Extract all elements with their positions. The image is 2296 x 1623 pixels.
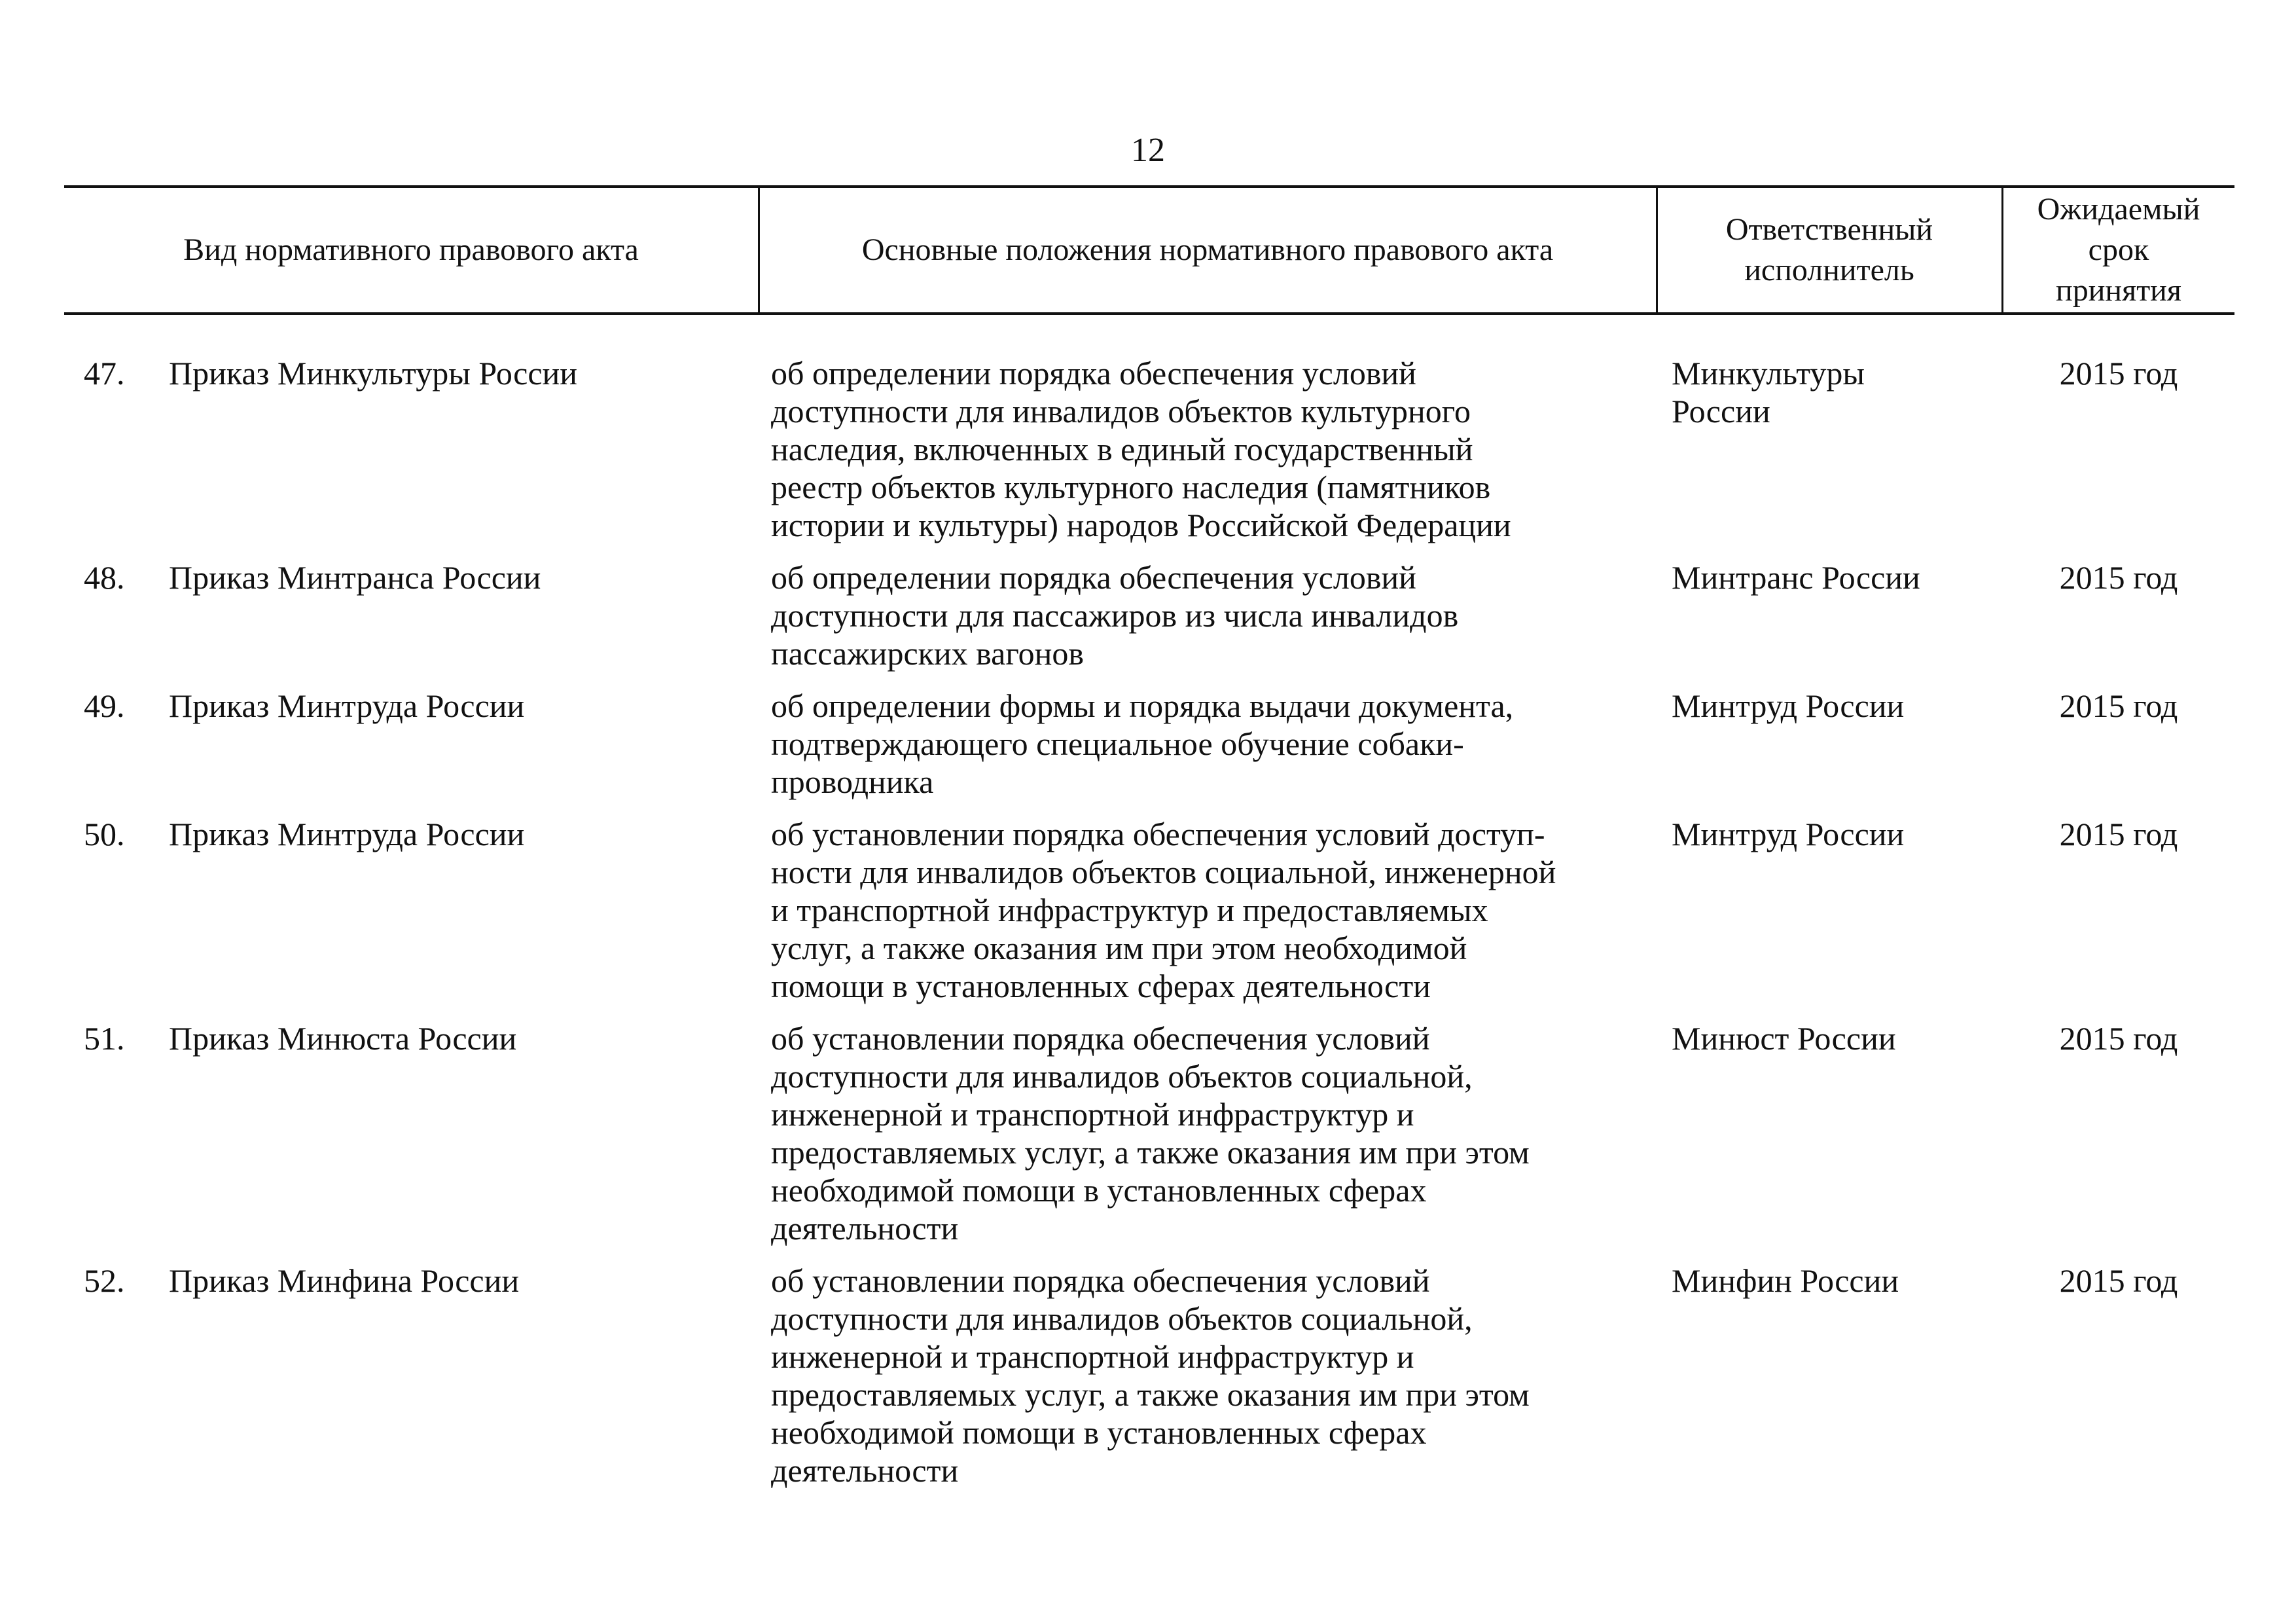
provision-line: доступности для инвалидов объектов социальной,: [771, 1058, 1473, 1095]
table-header: [64, 185, 2234, 315]
provision-line: об установлении порядка обеспечения условий: [771, 1020, 1430, 1057]
header-main-provisions: Основные положения нормативного правового акта: [861, 232, 1554, 267]
row-expected-date: 2015 год: [2059, 1020, 2178, 1057]
provision-line: реестр объектов культурного наследия (памятников: [771, 469, 1491, 505]
provision-line: и транспортной инфраструктур и предоставляемых: [771, 892, 1488, 928]
row-responsible: [1672, 815, 1986, 853]
row-responsible: [1672, 558, 1986, 596]
row-number: 49.: [84, 687, 125, 724]
row-act-type: Приказ Минтранса России: [169, 559, 541, 596]
table-row: [64, 354, 2234, 544]
provision-line: об установлении порядка обеспечения условий доступ-: [771, 816, 1545, 852]
responsible-line: Минтранс России: [1672, 559, 1920, 596]
row-number: 52.: [84, 1262, 125, 1299]
provision-line: об установлении порядка обеспечения условий: [771, 1262, 1430, 1299]
row-provisions: [771, 1019, 1687, 1247]
provision-line: об определении порядка обеспечения условий: [771, 355, 1416, 392]
provision-line: проводника: [771, 763, 934, 800]
header-act-type: Вид нормативного правового акта: [183, 232, 639, 267]
responsible-line: России: [1672, 393, 1770, 429]
responsible-line: Минкультуры: [1672, 355, 1865, 392]
table-row: [64, 558, 2234, 672]
provision-line: доступности для инвалидов объектов культурного: [771, 393, 1471, 429]
row-expected-date: 2015 год: [2059, 816, 2178, 852]
provision-line: услуг, а также оказания им при этом необходимой: [771, 930, 1467, 966]
provision-line: предоставляемых услуг, а также оказания им при этом: [771, 1376, 1530, 1413]
header-expected-date: [2003, 188, 2234, 312]
legal-acts-table: [64, 185, 2234, 1504]
row-provisions: [771, 815, 1687, 1005]
provision-line: об определении формы и порядка выдачи документа,: [771, 687, 1514, 724]
header-date-line: принятия: [2056, 273, 2181, 308]
row-act-type: Приказ Минюста России: [169, 1020, 517, 1057]
provision-line: помощи в установленных сферах деятельности: [771, 968, 1431, 1004]
row-act-type: Приказ Минкультуры России: [169, 355, 578, 392]
provision-line: наследия, включенных в единый государственный: [771, 431, 1473, 467]
row-act-type: Приказ Минфина России: [169, 1262, 520, 1299]
provision-line: доступности для пассажиров из числа инвалидов: [771, 597, 1459, 634]
row-responsible: [1672, 1262, 1986, 1300]
provision-line: пассажирских вагонов: [771, 635, 1084, 672]
table-row: [64, 687, 2234, 801]
row-number: 51.: [84, 1020, 125, 1057]
provision-line: деятельности: [771, 1210, 959, 1247]
row-number: 47.: [84, 355, 125, 392]
row-responsible: [1672, 354, 1986, 430]
table-row: [64, 815, 2234, 1005]
responsible-line: Минтруд России: [1672, 816, 1905, 852]
header-date-line: срок: [2088, 232, 2149, 267]
provision-line: необходимой помощи в установленных сферах: [771, 1172, 1427, 1209]
provision-line: об определении порядка обеспечения условий: [771, 559, 1416, 596]
provision-line: предоставляемых услуг, а также оказания им при этом: [771, 1134, 1530, 1171]
responsible-line: Минфин России: [1672, 1262, 1899, 1299]
header-date-line: Ожидаемый: [2037, 192, 2200, 227]
row-expected-date: 2015 год: [2059, 687, 2178, 724]
row-act-type: Приказ Минтруда России: [169, 816, 525, 852]
table-body: [64, 354, 2234, 1489]
provision-line: ности для инвалидов объектов социальной, инженерной: [771, 854, 1556, 890]
row-responsible: [1672, 687, 1986, 725]
table-row: [64, 1262, 2234, 1489]
provision-line: истории и культуры) народов Российской Федерации: [771, 507, 1511, 543]
responsible-line: Минтруд России: [1672, 687, 1905, 724]
responsible-line: Минюст России: [1672, 1020, 1896, 1057]
table-row: [64, 1019, 2234, 1247]
row-provisions: [771, 558, 1687, 672]
provision-line: инженерной и транспортной инфраструктур и: [771, 1338, 1414, 1375]
row-expected-date: 2015 год: [2059, 1262, 2178, 1299]
provision-line: необходимой помощи в установленных сферах: [771, 1414, 1427, 1451]
header-responsible: [1657, 188, 2001, 312]
provision-line: деятельности: [771, 1452, 959, 1489]
provision-line: подтверждающего специальное обучение собаки-: [771, 725, 1464, 762]
header-responsible-line: Ответственный: [1725, 212, 1933, 247]
row-act-type: Приказ Минтруда России: [169, 687, 525, 724]
provision-line: инженерной и транспортной инфраструктур и: [771, 1096, 1414, 1133]
row-expected-date: 2015 год: [2059, 559, 2178, 596]
row-responsible: [1672, 1019, 1986, 1057]
row-number: 50.: [84, 816, 125, 852]
provision-line: доступности для инвалидов объектов социальной,: [771, 1300, 1473, 1337]
row-expected-date: 2015 год: [2059, 355, 2178, 392]
row-number: 48.: [84, 559, 125, 596]
row-provisions: [771, 687, 1687, 801]
header-responsible-line: исполнитель: [1744, 253, 1914, 287]
row-provisions: [771, 354, 1687, 544]
row-provisions: [771, 1262, 1687, 1489]
page-number: 12: [1131, 132, 1165, 169]
